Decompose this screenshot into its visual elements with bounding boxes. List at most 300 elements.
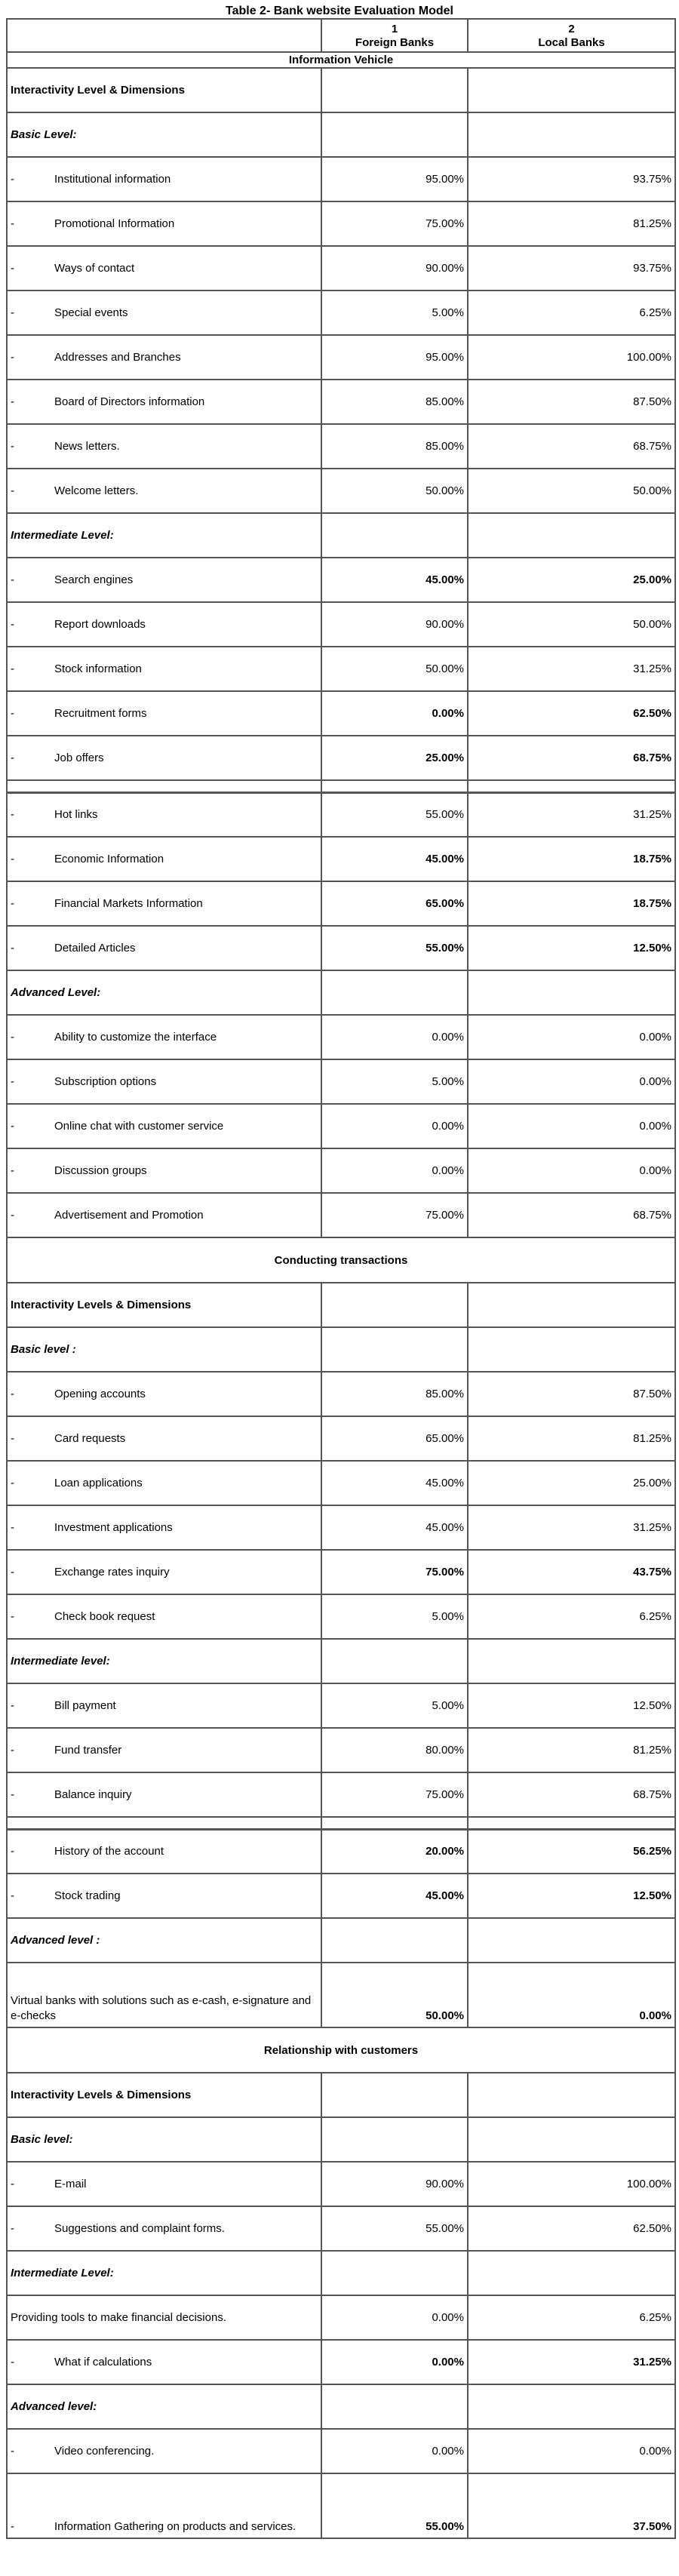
dimension-label: Interactivity Level & Dimensions (7, 68, 321, 112)
table-row (7, 380, 675, 424)
criterion-cell (7, 1550, 321, 1594)
foreign-banks-value: 0.00% (321, 2295, 468, 2340)
criterion-cell (7, 881, 321, 926)
table-title: Table 2- Bank website Evaluation Model (226, 5, 453, 17)
criterion-cell (7, 2295, 321, 2340)
table-row (7, 1728, 675, 1772)
foreign-banks-value: 0.00% (321, 1015, 468, 1059)
table-row (7, 558, 675, 602)
criterion-label: Special events (54, 306, 128, 319)
table-row (7, 1829, 675, 1874)
table-row (7, 1550, 675, 1594)
empty-cell (468, 1639, 675, 1683)
bullet-dash: - (11, 573, 14, 586)
local-banks-value: 0.00% (468, 2429, 675, 2473)
table-row (7, 2473, 675, 2538)
criterion-label: Video conferencing. (54, 2445, 155, 2458)
criterion-label: Hot links (54, 808, 98, 822)
level-label: Intermediate Level: (7, 2251, 321, 2295)
empty-cell (7, 780, 321, 792)
local-banks-value: 6.25% (468, 2295, 675, 2340)
section-row (7, 52, 675, 68)
bullet-dash: - (11, 173, 14, 186)
foreign-banks-value: 75.00% (321, 201, 468, 246)
criterion-label: Providing tools to make financial decisions. (11, 2311, 226, 2324)
foreign-banks-value: 75.00% (321, 1550, 468, 1594)
table-row (7, 647, 675, 691)
foreign-banks-value: 0.00% (321, 1148, 468, 1193)
local-banks-value: 12.50% (468, 926, 675, 970)
criterion-label: Stock trading (54, 1889, 121, 1902)
foreign-banks-value: 90.00% (321, 602, 468, 647)
bullet-dash: - (11, 897, 14, 910)
bullet-dash: - (11, 2178, 14, 2190)
bullet-dash: - (11, 853, 14, 865)
local-banks-value: 50.00% (468, 469, 675, 513)
bullet-dash: - (11, 1031, 14, 1044)
bullet-dash: - (11, 2520, 14, 2533)
criterion-cell (7, 380, 321, 424)
criterion-label: Fund transfer (54, 1744, 122, 1757)
table-row (7, 1104, 675, 1148)
criterion-cell (7, 157, 321, 201)
criterion-label: Ability to customize the interface (54, 1031, 217, 1044)
bullet-dash: - (11, 1120, 14, 1133)
foreign-banks-value: 5.00% (321, 1683, 468, 1728)
table-row (7, 1461, 675, 1505)
foreign-banks-value: 55.00% (321, 792, 468, 837)
bullet-dash: - (11, 1889, 14, 1902)
criterion-cell (7, 2206, 321, 2251)
bullet-dash: - (11, 262, 14, 275)
empty-cell (468, 513, 675, 558)
level-header-row (7, 513, 675, 558)
local-banks-value: 31.25% (468, 1505, 675, 1550)
criterion-cell (7, 1505, 321, 1550)
table-row (7, 1059, 675, 1104)
dimension-header-row (7, 1283, 675, 1327)
local-banks-value: 0.00% (468, 1059, 675, 1104)
bullet-dash: - (11, 1699, 14, 1712)
level-header-row (7, 2117, 675, 2162)
table-row (7, 1772, 675, 1817)
foreign-banks-value: 0.00% (321, 2429, 468, 2473)
table-row (7, 926, 675, 970)
section-title: Information Vehicle (7, 52, 675, 68)
foreign-banks-value: 85.00% (321, 380, 468, 424)
table-row (7, 691, 675, 736)
table-break-row (7, 1817, 675, 1829)
criterion-label: Board of Directors information (54, 395, 205, 408)
criterion-cell (7, 1015, 321, 1059)
empty-cell (468, 68, 675, 112)
local-banks-value: 31.25% (468, 647, 675, 691)
table-row (7, 1416, 675, 1461)
local-banks-value: 81.25% (468, 201, 675, 246)
local-banks-value: 18.75% (468, 837, 675, 881)
foreign-banks-value: 50.00% (321, 469, 468, 513)
table-row (7, 837, 675, 881)
criterion-cell (7, 1372, 321, 1416)
criterion-label: Discussion groups (54, 1164, 147, 1177)
foreign-banks-value: 90.00% (321, 246, 468, 290)
criterion-cell (7, 926, 321, 970)
criterion-cell (7, 837, 321, 881)
bullet-dash: - (11, 752, 14, 764)
criterion-label: Detailed Articles (54, 942, 136, 954)
table-row (7, 469, 675, 513)
table-row (7, 1874, 675, 1918)
foreign-banks-value: 50.00% (321, 1963, 468, 2027)
local-banks-value: 6.25% (468, 290, 675, 335)
level-label: Advanced level: (7, 2384, 321, 2429)
local-banks-value: 37.50% (468, 2473, 675, 2538)
local-banks-value: 68.75% (468, 424, 675, 469)
level-label: Basic Level: (7, 112, 321, 157)
criterion-label: Balance inquiry (54, 1788, 132, 1801)
bullet-dash: - (11, 1566, 14, 1578)
table-row (7, 246, 675, 290)
local-banks-value: 68.75% (468, 1772, 675, 1817)
criterion-cell (7, 1148, 321, 1193)
empty-cell (468, 1918, 675, 1963)
local-banks-value: 25.00% (468, 1461, 675, 1505)
criterion-label: Job offers (54, 752, 104, 764)
foreign-banks-value: 75.00% (321, 1193, 468, 1237)
foreign-banks-value: 95.00% (321, 157, 468, 201)
bullet-dash: - (11, 662, 14, 675)
criterion-label: Check book request (54, 1610, 155, 1623)
local-banks-value: 31.25% (468, 792, 675, 837)
header-local-number: 2 (568, 23, 575, 35)
section-title: Relationship with customers (7, 2027, 675, 2073)
empty-cell (7, 1817, 321, 1829)
criterion-label: What if calculations (54, 2356, 152, 2369)
table-row (7, 1683, 675, 1728)
criterion-label: Opening accounts (54, 1388, 146, 1400)
local-banks-value: 100.00% (468, 2162, 675, 2206)
table-row (7, 1505, 675, 1550)
local-banks-value: 43.75% (468, 1550, 675, 1594)
criterion-label: Search engines (54, 573, 134, 586)
criterion-label: Subscription options (54, 1075, 157, 1088)
empty-cell (468, 970, 675, 1015)
criterion-cell (7, 1594, 321, 1639)
criterion-cell (7, 1874, 321, 1918)
table-row (7, 792, 675, 837)
table-row (7, 602, 675, 647)
criterion-label: Online chat with customer service (54, 1120, 224, 1133)
criterion-cell (7, 1416, 321, 1461)
foreign-banks-value: 55.00% (321, 2206, 468, 2251)
section-title: Conducting transactions (7, 1237, 675, 1283)
local-banks-value: 93.75% (468, 246, 675, 290)
criterion-cell (7, 2162, 321, 2206)
criterion-cell (7, 792, 321, 837)
empty-cell (468, 2073, 675, 2117)
criterion-label: History of the account (54, 1845, 164, 1858)
header-local-label: Local Banks (538, 36, 605, 49)
criterion-cell (7, 335, 321, 380)
criterion-label: Report downloads (54, 618, 146, 631)
criterion-label: Bill payment (54, 1699, 116, 1712)
empty-cell (321, 2251, 468, 2295)
bullet-dash: - (11, 2356, 14, 2369)
criterion-label: Card requests (54, 1432, 126, 1445)
level-header-row (7, 1918, 675, 1963)
empty-cell (321, 970, 468, 1015)
table-row (7, 2295, 675, 2340)
level-label: Advanced Level: (7, 970, 321, 1015)
foreign-banks-value: 50.00% (321, 647, 468, 691)
table-row (7, 1148, 675, 1193)
bullet-dash: - (11, 1845, 14, 1858)
local-banks-value: 100.00% (468, 335, 675, 380)
local-banks-value: 56.25% (468, 1829, 675, 1874)
local-banks-value: 93.75% (468, 157, 675, 201)
local-banks-value: 50.00% (468, 602, 675, 647)
criterion-label: Ways of contact (54, 262, 135, 275)
evaluation-table (6, 18, 676, 2539)
bullet-dash: - (11, 217, 14, 230)
empty-cell (468, 1283, 675, 1327)
level-label: Basic level: (7, 2117, 321, 2162)
empty-cell (321, 112, 468, 157)
criterion-label: Stock information (54, 662, 142, 675)
criterion-cell (7, 1829, 321, 1874)
level-label: Intermediate Level: (7, 513, 321, 558)
foreign-banks-value: 45.00% (321, 837, 468, 881)
empty-cell (468, 2117, 675, 2162)
table-row (7, 1372, 675, 1416)
local-banks-value: 12.50% (468, 1874, 675, 1918)
section-row (7, 1237, 675, 1283)
level-header-row (7, 1639, 675, 1683)
criterion-cell (7, 201, 321, 246)
bullet-dash: - (11, 2222, 14, 2235)
bullet-dash: - (11, 1477, 14, 1489)
empty-cell (468, 112, 675, 157)
table-row (7, 2429, 675, 2473)
level-label: Advanced level : (7, 1918, 321, 1963)
foreign-banks-value: 45.00% (321, 1461, 468, 1505)
criterion-label: Suggestions and complaint forms. (54, 2222, 225, 2235)
criterion-cell (7, 290, 321, 335)
local-banks-value: 68.75% (468, 736, 675, 780)
empty-cell (321, 1283, 468, 1327)
local-banks-value: 62.50% (468, 2206, 675, 2251)
level-label: Intermediate level: (7, 1639, 321, 1683)
foreign-banks-value: 0.00% (321, 1104, 468, 1148)
table-row (7, 290, 675, 335)
bullet-dash: - (11, 707, 14, 720)
empty-cell (321, 68, 468, 112)
bullet-dash: - (11, 1788, 14, 1801)
criterion-cell (7, 1772, 321, 1817)
table-row (7, 2206, 675, 2251)
bullet-dash: - (11, 306, 14, 319)
criterion-label: Welcome letters. (54, 484, 139, 497)
table-row (7, 335, 675, 380)
empty-cell (468, 780, 675, 792)
header-local-banks (468, 19, 675, 52)
bullet-dash: - (11, 484, 14, 497)
dimension-header-row (7, 2073, 675, 2117)
bullet-dash: - (11, 1164, 14, 1177)
foreign-banks-value: 80.00% (321, 1728, 468, 1772)
table-row (7, 424, 675, 469)
empty-cell (468, 1327, 675, 1372)
table-row (7, 1963, 675, 2027)
criterion-label: Virtual banks with solutions such as e-cash, e-signature and e-checks (11, 1994, 312, 2022)
criterion-label: Advertisement and Promotion (54, 1209, 204, 1222)
criterion-label: Addresses and Branches (54, 351, 181, 364)
level-header-row (7, 1327, 675, 1372)
empty-cell (321, 2117, 468, 2162)
foreign-banks-value: 95.00% (321, 335, 468, 380)
dimension-label: Interactivity Levels & Dimensions (7, 2073, 321, 2117)
empty-cell (321, 1817, 468, 1829)
criterion-cell (7, 1193, 321, 1237)
level-header-row (7, 2251, 675, 2295)
criterion-label: Financial Markets Information (54, 897, 203, 910)
criterion-cell (7, 602, 321, 647)
foreign-banks-value: 0.00% (321, 2340, 468, 2384)
foreign-banks-value: 45.00% (321, 1505, 468, 1550)
criterion-cell (7, 246, 321, 290)
criterion-label: Recruitment forms (54, 707, 147, 720)
bullet-dash: - (11, 942, 14, 954)
bullet-dash: - (11, 1388, 14, 1400)
bullet-dash: - (11, 2445, 14, 2458)
bullet-dash: - (11, 1610, 14, 1623)
foreign-banks-value: 0.00% (321, 691, 468, 736)
local-banks-value: 81.25% (468, 1416, 675, 1461)
bullet-dash: - (11, 395, 14, 408)
dimension-header-row (7, 68, 675, 112)
criterion-cell (7, 469, 321, 513)
level-label: Basic level : (7, 1327, 321, 1372)
foreign-banks-value: 45.00% (321, 558, 468, 602)
criterion-cell (7, 1461, 321, 1505)
header-foreign-label: Foreign Banks (355, 36, 435, 49)
column-header-row (7, 19, 675, 52)
table-row (7, 1594, 675, 1639)
criterion-cell (7, 1963, 321, 2027)
criterion-cell (7, 424, 321, 469)
empty-cell (468, 2251, 675, 2295)
foreign-banks-value: 85.00% (321, 1372, 468, 1416)
foreign-banks-value: 85.00% (321, 424, 468, 469)
criterion-label: E-mail (54, 2178, 87, 2190)
criterion-label: Information Gathering on products and services. (54, 2520, 296, 2533)
table-row (7, 736, 675, 780)
table-row (7, 1015, 675, 1059)
criterion-label: Promotional Information (54, 217, 175, 230)
empty-cell (321, 513, 468, 558)
local-banks-value: 0.00% (468, 1015, 675, 1059)
local-banks-value: 81.25% (468, 1728, 675, 1772)
local-banks-value: 0.00% (468, 1148, 675, 1193)
local-banks-value: 0.00% (468, 1963, 675, 2027)
level-header-row (7, 2384, 675, 2429)
bullet-dash: - (11, 618, 14, 631)
local-banks-value: 25.00% (468, 558, 675, 602)
foreign-banks-value: 20.00% (321, 1829, 468, 1874)
bullet-dash: - (11, 1209, 14, 1222)
table-row (7, 157, 675, 201)
section-row (7, 2027, 675, 2073)
foreign-banks-value: 55.00% (321, 2473, 468, 2538)
bullet-dash: - (11, 351, 14, 364)
criterion-label: Investment applications (54, 1521, 173, 1534)
criterion-cell (7, 1728, 321, 1772)
local-banks-value: 87.50% (468, 380, 675, 424)
empty-cell (468, 1817, 675, 1829)
criterion-label: Exchange rates inquiry (54, 1566, 170, 1578)
foreign-banks-value: 65.00% (321, 881, 468, 926)
empty-cell (321, 2384, 468, 2429)
empty-cell (321, 1327, 468, 1372)
criterion-cell (7, 2429, 321, 2473)
criterion-cell (7, 1104, 321, 1148)
foreign-banks-value: 45.00% (321, 1874, 468, 1918)
header-empty-cell (7, 19, 321, 52)
criterion-cell (7, 1059, 321, 1104)
table-row (7, 1193, 675, 1237)
foreign-banks-value: 5.00% (321, 290, 468, 335)
empty-cell (321, 1639, 468, 1683)
empty-cell (321, 1918, 468, 1963)
table-row (7, 2340, 675, 2384)
empty-cell (321, 780, 468, 792)
table-break-row (7, 780, 675, 792)
level-header-row (7, 970, 675, 1015)
criterion-cell (7, 647, 321, 691)
foreign-banks-value: 90.00% (321, 2162, 468, 2206)
local-banks-value: 6.25% (468, 1594, 675, 1639)
criterion-label: News letters. (54, 440, 120, 453)
criterion-cell (7, 2340, 321, 2384)
bullet-dash: - (11, 1521, 14, 1534)
header-foreign-banks (321, 19, 468, 52)
header-foreign-number: 1 (391, 23, 398, 35)
criterion-cell (7, 558, 321, 602)
level-header-row (7, 112, 675, 157)
local-banks-value: 31.25% (468, 2340, 675, 2384)
table-body (7, 19, 675, 2538)
bullet-dash: - (11, 1432, 14, 1445)
local-banks-value: 68.75% (468, 1193, 675, 1237)
local-banks-value: 62.50% (468, 691, 675, 736)
foreign-banks-value: 75.00% (321, 1772, 468, 1817)
dimension-label: Interactivity Levels & Dimensions (7, 1283, 321, 1327)
empty-cell (321, 2073, 468, 2117)
local-banks-value: 18.75% (468, 881, 675, 926)
empty-cell (468, 2384, 675, 2429)
foreign-banks-value: 25.00% (321, 736, 468, 780)
criterion-cell (7, 2473, 321, 2538)
local-banks-value: 12.50% (468, 1683, 675, 1728)
criterion-cell (7, 1683, 321, 1728)
bullet-dash: - (11, 808, 14, 822)
foreign-banks-value: 65.00% (321, 1416, 468, 1461)
table-row (7, 201, 675, 246)
local-banks-value: 0.00% (468, 1104, 675, 1148)
local-banks-value: 87.50% (468, 1372, 675, 1416)
criterion-label: Loan applications (54, 1477, 143, 1489)
bullet-dash: - (11, 1744, 14, 1757)
